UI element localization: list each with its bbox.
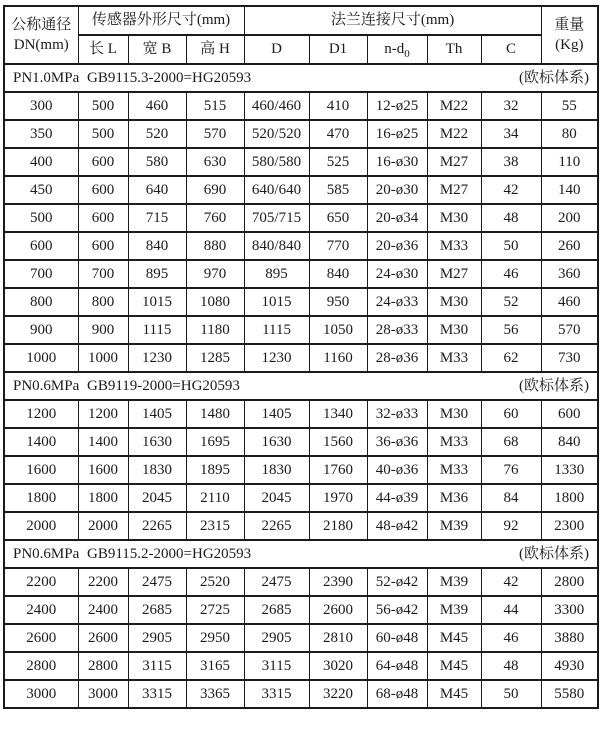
table-cell: 68-ø48 [367,680,427,708]
section-system-label: (欧标体系) [519,69,590,86]
table-cell: 2000 [4,512,78,540]
table-cell: M33 [427,232,481,260]
table-cell: 600 [4,232,78,260]
subheader-d-cell: D [244,35,309,64]
table-cell: 2800 [4,652,78,680]
table-cell: 350 [4,120,78,148]
table-cell: 2520 [186,568,244,596]
table-row [4,288,598,316]
section-pressure-label: PN0.6MPa [13,545,80,562]
table-cell: 3220 [309,680,367,708]
table-cell: 400 [4,148,78,176]
table-cell: 410 [309,92,367,120]
table-cell: 2390 [309,568,367,596]
table-cell: 3000 [4,680,78,708]
table-cell: 1000 [78,344,128,372]
table-cell: 705/715 [244,204,309,232]
table-cell: 2905 [128,624,186,652]
table-cell: 1015 [244,288,309,316]
table-cell: 770 [309,232,367,260]
table-cell: 580 [128,148,186,176]
table-row [4,344,598,372]
table-cell: 1630 [128,428,186,456]
table-cell: 2400 [78,596,128,624]
table-cell: 60-ø48 [367,624,427,652]
table-cell: 1080 [186,288,244,316]
flange-dimension-table [3,5,599,709]
table-cell: M39 [427,596,481,624]
header-weight-cell [541,6,598,64]
table-cell: 24-ø30 [367,260,427,288]
table-cell: 46 [481,260,541,288]
table-cell: 1115 [244,316,309,344]
table-cell: 700 [4,260,78,288]
table-cell: 62 [481,344,541,372]
table-cell: 1560 [309,428,367,456]
table-cell: 1400 [78,428,128,456]
table-row [4,120,598,148]
table-cell: 1830 [244,456,309,484]
table-cell: 600 [78,232,128,260]
table-header [4,6,598,64]
table-cell: 1330 [541,456,598,484]
table-cell: 2475 [244,568,309,596]
table-cell: 16-ø30 [367,148,427,176]
section-cell [4,540,598,568]
table-cell: 1000 [4,344,78,372]
table-cell: 1800 [4,484,78,512]
table-cell: M30 [427,400,481,428]
table-cell: 76 [481,456,541,484]
table-cell: M45 [427,624,481,652]
table-cell: 110 [541,148,598,176]
table-cell: 3315 [244,680,309,708]
table-cell: 34 [481,120,541,148]
table-row [4,624,598,652]
table-cell: 600 [541,400,598,428]
table-cell: 260 [541,232,598,260]
subheader-length-cell: 长 L [78,35,128,64]
table-cell: 80 [541,120,598,148]
table-cell: 1800 [78,484,128,512]
table-cell: 515 [186,92,244,120]
table-cell: 900 [78,316,128,344]
table-cell: 1015 [128,288,186,316]
table-cell: 140 [541,176,598,204]
header-row-sub [4,35,598,64]
section-cell [4,372,598,400]
table-cell: M30 [427,316,481,344]
table-cell: 3300 [541,596,598,624]
table-cell: 2180 [309,512,367,540]
table-cell: 970 [186,260,244,288]
table-row [4,568,598,596]
subheader-nd0-cell [367,35,427,64]
table-cell: 525 [309,148,367,176]
table-cell: 2045 [128,484,186,512]
table-cell: 2600 [78,624,128,652]
table-body [4,64,598,708]
table-cell: 2475 [128,568,186,596]
table-cell: 640/640 [244,176,309,204]
table-cell: M33 [427,344,481,372]
table-cell: 64-ø48 [367,652,427,680]
table-cell: 640 [128,176,186,204]
table-cell: 24-ø33 [367,288,427,316]
section-standard-label: GB9115.2-2000=HG20593 [87,545,252,562]
table-cell: 1895 [186,456,244,484]
table-cell: 580/580 [244,148,309,176]
table-cell: 650 [309,204,367,232]
table-cell: 3115 [244,652,309,680]
table-cell: 32-ø33 [367,400,427,428]
table-cell: 950 [309,288,367,316]
table-cell: M39 [427,512,481,540]
subheader-c-cell: C [481,35,541,64]
table-cell: 36-ø36 [367,428,427,456]
header-weight-line2: (Kg) [555,37,584,53]
table-cell: 2600 [4,624,78,652]
table-cell: 1695 [186,428,244,456]
table-cell: 840 [541,428,598,456]
table-cell: 1600 [4,456,78,484]
table-cell: 60 [481,400,541,428]
table-cell: 1115 [128,316,186,344]
table-cell: 48-ø42 [367,512,427,540]
table-row [4,316,598,344]
table-cell: 68 [481,428,541,456]
table-cell: 3115 [128,652,186,680]
table-cell: 2400 [4,596,78,624]
table-cell: 55 [541,92,598,120]
table-cell: 50 [481,680,541,708]
table-row [4,232,598,260]
table-cell: 3000 [78,680,128,708]
table-cell: 600 [78,204,128,232]
table-cell: M45 [427,680,481,708]
table-cell: 1230 [244,344,309,372]
table-cell: 715 [128,204,186,232]
table-row [4,484,598,512]
table-row [4,428,598,456]
table-cell: 1630 [244,428,309,456]
table-cell: 840 [128,232,186,260]
table-cell: 1200 [4,400,78,428]
table-cell: 20-ø36 [367,232,427,260]
table-cell: 880 [186,232,244,260]
table-cell: 28-ø33 [367,316,427,344]
table-cell: 32 [481,92,541,120]
table-cell: 1480 [186,400,244,428]
table-cell: 585 [309,176,367,204]
section-system-label: (欧标体系) [519,545,590,562]
table-cell: 5580 [541,680,598,708]
table-cell: 520/520 [244,120,309,148]
table-cell: 2685 [128,596,186,624]
table-cell: 1830 [128,456,186,484]
table-cell: 460 [541,288,598,316]
table-cell: M36 [427,484,481,512]
table-cell: 84 [481,484,541,512]
table-cell: 840/840 [244,232,309,260]
table-cell: 470 [309,120,367,148]
header-flange-group-cell: 法兰连接尺寸(mm) [244,6,541,35]
table-cell: 44 [481,596,541,624]
table-cell: 2600 [309,596,367,624]
table-cell: 42 [481,568,541,596]
table-cell: 2800 [78,652,128,680]
header-dn-line1: 公称通径 [11,17,72,33]
table-cell: 52-ø42 [367,568,427,596]
table-cell: 570 [186,120,244,148]
table-cell: 600 [78,148,128,176]
table-cell: 1970 [309,484,367,512]
table-row [4,456,598,484]
table-cell: 1200 [78,400,128,428]
table-cell: 1405 [244,400,309,428]
table-row [4,260,598,288]
table-cell: 2905 [244,624,309,652]
table-cell: 3165 [186,652,244,680]
table-cell: 20-ø34 [367,204,427,232]
table-cell: 690 [186,176,244,204]
table-cell: 28-ø36 [367,344,427,372]
section-pressure-label: PN1.0MPa [13,69,80,86]
table-row [4,652,598,680]
subheader-nd0-base: n-d [384,40,405,57]
table-row [4,400,598,428]
table-cell: M33 [427,428,481,456]
table-cell: 2265 [244,512,309,540]
subheader-th-cell: Th [427,35,481,64]
table-cell: 2315 [186,512,244,540]
table-cell: M27 [427,176,481,204]
table-cell: M33 [427,456,481,484]
table-cell: M39 [427,568,481,596]
table-cell: 56 [481,316,541,344]
table-cell: 3315 [128,680,186,708]
table-cell: 1050 [309,316,367,344]
table-cell: 2000 [78,512,128,540]
table-cell: M22 [427,92,481,120]
table-cell: 460/460 [244,92,309,120]
table-cell: M22 [427,120,481,148]
table-cell: 1405 [128,400,186,428]
header-dn-cell [4,6,78,64]
subheader-height-cell: 高 H [186,35,244,64]
table-cell: M30 [427,288,481,316]
table-cell: 500 [78,120,128,148]
table-cell: 760 [186,204,244,232]
table-row [4,92,598,120]
table-cell: 895 [128,260,186,288]
table-cell: 2300 [541,512,598,540]
table-cell: 800 [4,288,78,316]
table-cell: 500 [78,92,128,120]
table-cell: 40-ø36 [367,456,427,484]
table-cell: 700 [78,260,128,288]
table-row [4,512,598,540]
table-cell: 44-ø39 [367,484,427,512]
section-row [4,372,598,400]
table-cell: M30 [427,204,481,232]
table-cell: 50 [481,232,541,260]
table-row [4,204,598,232]
table-cell: 840 [309,260,367,288]
table-cell: 1400 [4,428,78,456]
table-cell: 2725 [186,596,244,624]
table-row [4,680,598,708]
table-cell: 730 [541,344,598,372]
table-cell: 570 [541,316,598,344]
table-cell: 1160 [309,344,367,372]
table-cell: 460 [128,92,186,120]
table-cell: 1340 [309,400,367,428]
table-cell: 1760 [309,456,367,484]
table-row [4,176,598,204]
section-standard-label: GB9115.3-2000=HG20593 [87,69,252,86]
table-cell: 1600 [78,456,128,484]
table-cell: 2810 [309,624,367,652]
table-row [4,596,598,624]
table-cell: 600 [78,176,128,204]
table-cell: 300 [4,92,78,120]
header-weight-line1: 重量 [554,17,585,33]
section-cell [4,64,598,92]
table-cell: M27 [427,148,481,176]
table-cell: 2110 [186,484,244,512]
table-cell: 520 [128,120,186,148]
table-cell: 2200 [78,568,128,596]
table-cell: 92 [481,512,541,540]
table-cell: 42 [481,176,541,204]
table-row [4,148,598,176]
table-cell: 1800 [541,484,598,512]
table-cell: 630 [186,148,244,176]
table-cell: 2265 [128,512,186,540]
header-row-groups [4,6,598,35]
table-cell: M27 [427,260,481,288]
table-cell: 48 [481,652,541,680]
table-cell: 2800 [541,568,598,596]
subheader-nd0-subscript: 0 [404,47,410,60]
table-cell: 450 [4,176,78,204]
section-row [4,64,598,92]
table-cell: 20-ø30 [367,176,427,204]
table-cell: 48 [481,204,541,232]
table-cell: 200 [541,204,598,232]
table-cell: 3020 [309,652,367,680]
table-cell: 800 [78,288,128,316]
table-cell: 2045 [244,484,309,512]
table-cell: 38 [481,148,541,176]
table-cell: 3365 [186,680,244,708]
table-cell: M45 [427,652,481,680]
table-cell: 56-ø42 [367,596,427,624]
subheader-width-cell: 宽 B [128,35,186,64]
table-cell: 3880 [541,624,598,652]
section-system-label: (欧标体系) [519,377,590,394]
table-cell: 900 [4,316,78,344]
table-cell: 360 [541,260,598,288]
header-sensor-group-cell: 传感器外形尺寸(mm) [78,6,244,35]
table-cell: 1230 [128,344,186,372]
table-cell: 12-ø25 [367,92,427,120]
section-pressure-label: PN0.6MPa [13,377,80,394]
table-cell: 500 [4,204,78,232]
table-cell: 2685 [244,596,309,624]
header-dn-line2: DN(mm) [13,37,69,53]
table-cell: 46 [481,624,541,652]
table-cell: 2200 [4,568,78,596]
table-cell: 4930 [541,652,598,680]
subheader-d1-cell: D1 [309,35,367,64]
table-cell: 2950 [186,624,244,652]
table-cell: 895 [244,260,309,288]
table-cell: 52 [481,288,541,316]
table-cell: 1180 [186,316,244,344]
table-cell: 16-ø25 [367,120,427,148]
table-cell: 1285 [186,344,244,372]
section-standard-label: GB9119-2000=HG20593 [87,377,240,394]
section-row [4,540,598,568]
